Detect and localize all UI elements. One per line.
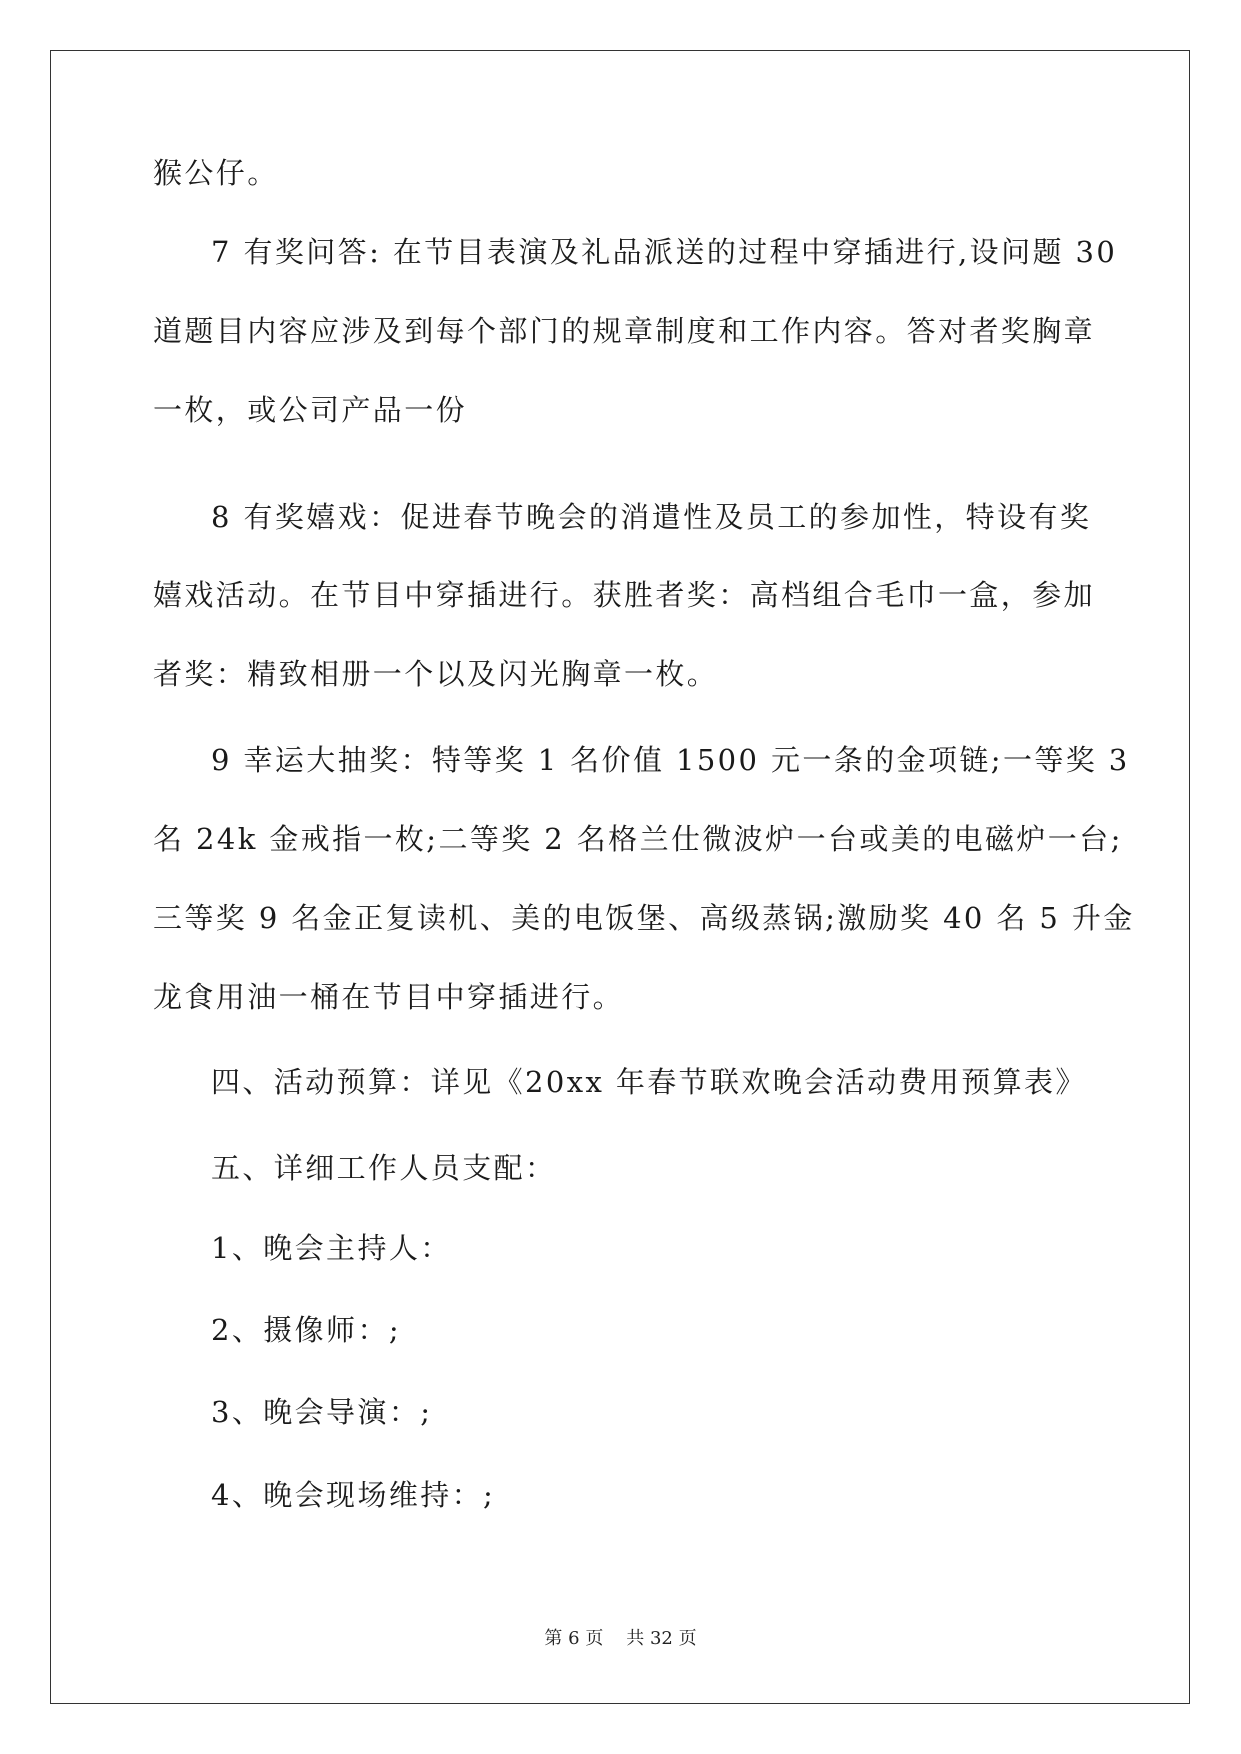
paragraph-line: 3、晚会导演：; [211, 1395, 433, 1429]
paragraph-line: 8 有奖嬉戏：促进春节晚会的消遣性及员工的参加性，特设有奖 [211, 500, 1092, 534]
paragraph-line: 五、详细工作人员支配： [211, 1151, 557, 1185]
paragraph-line: 猴公仔。 [153, 156, 279, 190]
paragraph-line: 龙食用油一桶在节目中穿插进行。 [153, 980, 625, 1014]
paragraph-line: 9 幸运大抽奖：特等奖 1 名价值 1500 元一条的金项链;一等奖 3 [211, 743, 1130, 777]
paragraph-line: 三等奖 9 名金正复读机、美的电饭堡、高级蒸锅;激励奖 40 名 5 升金 [153, 901, 1135, 935]
paragraph-line: 嬉戏活动。在节目中穿插进行。获胜者奖：高档组合毛巾一盒，参加 [153, 578, 1096, 612]
paragraph-line: 四、活动预算：详见《20xx 年春节联欢晚会活动费用预算表》 [211, 1065, 1087, 1099]
paragraph-line: 名 24k 金戒指一枚;二等奖 2 名格兰仕微波炉一台或美的电磁炉一台; [153, 822, 1123, 856]
paragraph-line: 道题目内容应涉及到每个部门的规章制度和工作内容。答对者奖胸章 [153, 314, 1096, 348]
page-border [50, 50, 1190, 1704]
page-number: 第 6 页 [544, 1628, 604, 1649]
paragraph-line: 4、晚会现场维持：; [211, 1478, 496, 1512]
page-footer [0, 1627, 1241, 1651]
footer-spacer [603, 1628, 626, 1649]
paragraph-line: 者奖：精致相册一个以及闪光胸章一枚。 [153, 657, 719, 691]
paragraph-line: 一枚，或公司产品一份 [153, 393, 468, 427]
paragraph-line: 7 有奖问答: 在节目表演及礼品派送的过程中穿插进行,设问题 30 [211, 235, 1118, 269]
paragraph-line: 1、晚会主持人： [211, 1231, 452, 1265]
paragraph-line: 2、摄像师：; [211, 1313, 402, 1347]
page-total: 共 32 页 [626, 1628, 697, 1649]
